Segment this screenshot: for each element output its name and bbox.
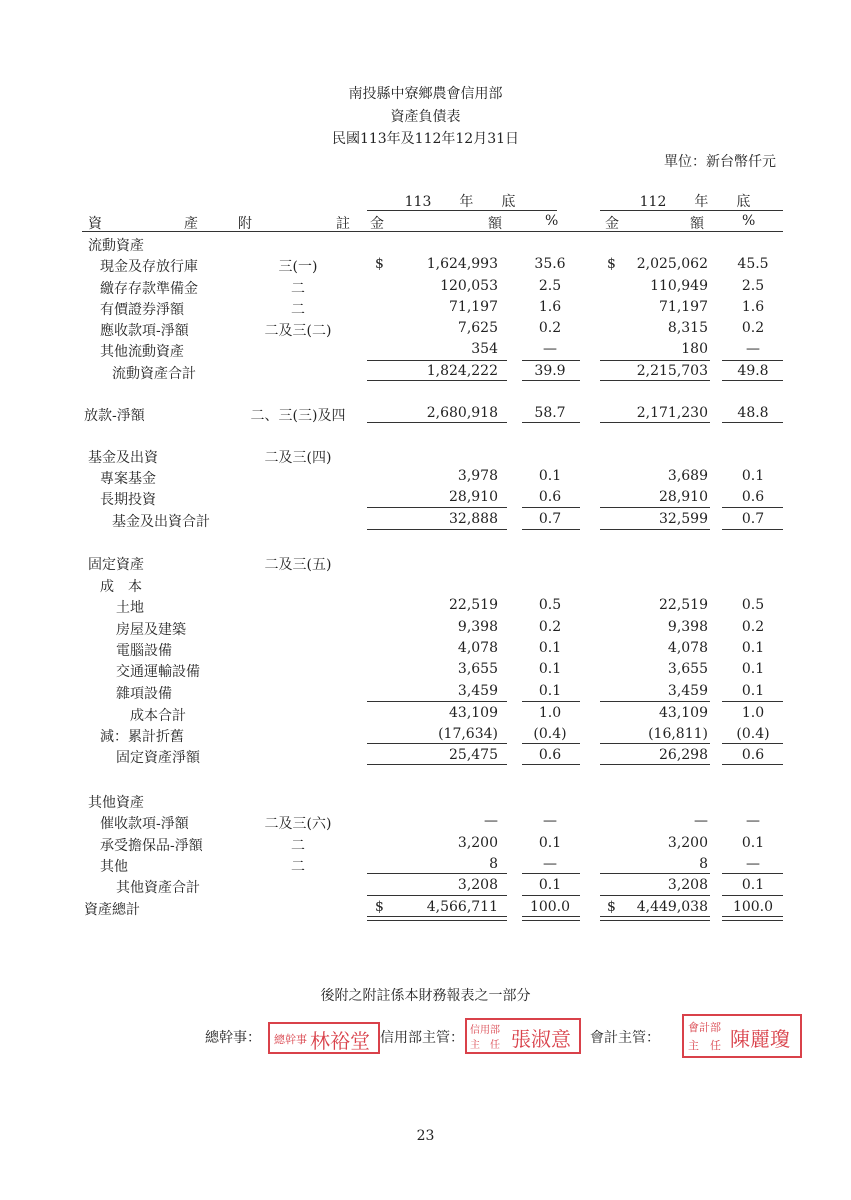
double-rule-line bbox=[722, 916, 783, 917]
percent-113: 0.1 bbox=[538, 661, 562, 677]
rule-line bbox=[367, 701, 507, 702]
currency-sign-112: $ bbox=[607, 256, 616, 272]
percent-112: 1.6 bbox=[741, 299, 765, 315]
rule-line bbox=[600, 701, 710, 702]
amount-112: 180 bbox=[681, 341, 708, 357]
rule-line bbox=[367, 764, 507, 765]
row-label: 土地 bbox=[116, 600, 144, 616]
percent-113: 100.0 bbox=[529, 899, 571, 915]
amount-113: 4,566,711 bbox=[426, 899, 498, 915]
year-112-header: 112 年 底 bbox=[639, 194, 751, 210]
note-column-header: 附 註 bbox=[238, 216, 350, 232]
amount-113: 1,824,222 bbox=[426, 363, 498, 379]
double-rule-line bbox=[367, 920, 507, 921]
amount-113: 43,109 bbox=[449, 705, 498, 721]
amount-112: 32,599 bbox=[659, 511, 708, 527]
row-label: 現金及存放行庫 bbox=[100, 259, 198, 275]
amount-113: 354 bbox=[471, 341, 498, 357]
row-note: 二 bbox=[291, 281, 305, 297]
rule-line bbox=[722, 873, 783, 874]
row-label: 長期投資 bbox=[100, 492, 156, 508]
percent-113: 0.1 bbox=[538, 835, 562, 851]
row-label: 其他資產 bbox=[88, 795, 144, 811]
rule-line bbox=[367, 507, 507, 508]
percent-113: 0.1 bbox=[538, 640, 562, 656]
rule-line bbox=[522, 422, 580, 423]
double-rule-line bbox=[722, 920, 783, 921]
percent-113: 0.2 bbox=[538, 320, 562, 336]
row-note: 二及三(二) bbox=[264, 323, 332, 339]
row-label: 基金及出資合計 bbox=[112, 514, 210, 530]
row-label: 放款-淨額 bbox=[84, 408, 145, 424]
row-note: 二及三(六) bbox=[264, 816, 332, 832]
rule-line bbox=[522, 743, 580, 744]
org-name: 南投縣中寮鄉農會信用部 bbox=[348, 86, 503, 102]
amount-113: 22,519 bbox=[449, 597, 498, 613]
amount-113-header-a: 金 bbox=[370, 216, 384, 232]
percent-112: 0.1 bbox=[741, 640, 765, 656]
row-note: 二及三(四) bbox=[264, 450, 332, 466]
row-label: 其他 bbox=[100, 859, 128, 875]
rule-line bbox=[522, 380, 580, 381]
amount-113: 8 bbox=[489, 856, 498, 872]
rule-line bbox=[722, 743, 783, 744]
row-label: 電腦設備 bbox=[116, 643, 172, 659]
amount-112: 3,655 bbox=[667, 661, 708, 677]
amount-112: 3,689 bbox=[667, 468, 708, 484]
amount-113-header-b: 額 bbox=[488, 216, 502, 232]
row-label: 有價證券淨額 bbox=[100, 302, 184, 318]
percent-112: 0.6 bbox=[741, 747, 765, 763]
rule-line bbox=[600, 507, 710, 508]
currency-sign-113: $ bbox=[375, 256, 384, 272]
percent-113: (0.4) bbox=[533, 726, 567, 742]
rule-line bbox=[367, 529, 507, 530]
percent-113: 0.1 bbox=[538, 877, 562, 893]
percent-113: 1.0 bbox=[538, 705, 562, 721]
pct-113-header: % bbox=[545, 213, 559, 229]
percent-113: 35.6 bbox=[534, 256, 566, 272]
rule-line bbox=[367, 873, 507, 874]
rule-line bbox=[600, 360, 710, 361]
amount-112: (16,811) bbox=[648, 726, 708, 742]
rule-line bbox=[600, 873, 710, 874]
rule-line bbox=[722, 380, 783, 381]
row-label: 繳存存款準備金 bbox=[100, 281, 198, 297]
amount-113: 25,475 bbox=[449, 747, 498, 763]
credit-manager-stamp: 信用部 主 任 張淑意 bbox=[465, 1018, 581, 1054]
general-manager-name: 林裕堂 bbox=[310, 1029, 370, 1053]
amount-113: 3,655 bbox=[457, 661, 498, 677]
amount-112: 43,109 bbox=[659, 705, 708, 721]
credit-manager-name: 張淑意 bbox=[511, 1027, 571, 1051]
general-manager-label: 總幹事： bbox=[205, 1030, 261, 1046]
amount-112: 2,025,062 bbox=[636, 256, 708, 272]
rule-line bbox=[367, 422, 507, 423]
amount-113: 3,200 bbox=[457, 835, 498, 851]
row-label: 承受擔保品-淨額 bbox=[100, 838, 203, 854]
amount-113: 4,078 bbox=[457, 640, 498, 656]
report-title: 資產負債表 bbox=[390, 109, 461, 125]
rule-line bbox=[600, 764, 710, 765]
percent-112: 0.7 bbox=[741, 511, 765, 527]
double-rule-line bbox=[522, 916, 580, 917]
general-manager-stamp: 總幹事 林裕堂 bbox=[268, 1022, 380, 1054]
amount-113: 7,625 bbox=[457, 320, 498, 336]
percent-113: — bbox=[543, 813, 557, 829]
amount-112: 4,078 bbox=[667, 640, 708, 656]
percent-112: 0.5 bbox=[741, 597, 765, 613]
page-number: 23 bbox=[416, 1128, 435, 1144]
row-label: 房屋及建築 bbox=[116, 622, 186, 638]
row-label: 資產總計 bbox=[84, 902, 140, 918]
year-113-header: 113 年 底 bbox=[404, 194, 516, 210]
row-label: 其他資產合計 bbox=[116, 880, 200, 896]
percent-112: 0.6 bbox=[741, 489, 765, 505]
accounting-manager-name: 陳麗瓊 bbox=[730, 1027, 790, 1051]
accounting-manager-label: 會計主管： bbox=[590, 1030, 660, 1046]
amount-113: (17,634) bbox=[438, 726, 498, 742]
percent-113: 0.7 bbox=[538, 511, 562, 527]
amount-112: 3,208 bbox=[667, 877, 708, 893]
double-rule-line bbox=[600, 920, 710, 921]
row-note: 三(一) bbox=[278, 259, 318, 275]
amount-112: 2,171,230 bbox=[636, 405, 708, 421]
rule-line bbox=[722, 422, 783, 423]
asset-column-header: 資 產 bbox=[88, 216, 200, 232]
percent-113: 0.2 bbox=[538, 619, 562, 635]
percent-113: 0.1 bbox=[538, 683, 562, 699]
percent-112: — bbox=[746, 813, 760, 829]
row-label: 流動資產 bbox=[88, 238, 144, 254]
amount-112: 26,298 bbox=[659, 747, 708, 763]
amount-113: 71,197 bbox=[449, 299, 498, 315]
percent-112: 49.8 bbox=[737, 363, 769, 379]
credit-manager-label: 信用部主管： bbox=[380, 1030, 464, 1046]
amount-112: 22,519 bbox=[659, 597, 708, 613]
percent-112: — bbox=[746, 856, 760, 872]
rule-line bbox=[722, 360, 783, 361]
row-note: 二及三(五) bbox=[264, 557, 332, 573]
rule-line bbox=[722, 764, 783, 765]
rule-line bbox=[522, 360, 580, 361]
amount-113: 3,978 bbox=[457, 468, 498, 484]
percent-112: 0.1 bbox=[741, 877, 765, 893]
amount-112: 3,200 bbox=[667, 835, 708, 851]
amount-113: 32,888 bbox=[449, 511, 498, 527]
amount-112: 3,459 bbox=[667, 683, 708, 699]
rule-line bbox=[367, 380, 507, 381]
amount-113: 3,459 bbox=[457, 683, 498, 699]
currency-sign-112: $ bbox=[607, 899, 616, 915]
row-note: 二 bbox=[291, 838, 305, 854]
report-period: 民國113年及112年12月31日 bbox=[331, 131, 520, 147]
row-label: 成本合計 bbox=[130, 708, 186, 724]
row-note: 二、三(三)及四 bbox=[250, 408, 346, 424]
amount-113: 1,624,993 bbox=[426, 256, 498, 272]
percent-113: 1.6 bbox=[538, 299, 562, 315]
amount-112: 8,315 bbox=[667, 320, 708, 336]
rule-line bbox=[600, 529, 710, 530]
rule-line bbox=[722, 701, 783, 702]
rule-line bbox=[522, 507, 580, 508]
percent-112: 48.8 bbox=[737, 405, 769, 421]
percent-113: — bbox=[543, 341, 557, 357]
percent-112: 100.0 bbox=[732, 899, 774, 915]
amount-112-header-a: 金 bbox=[605, 216, 619, 232]
amount-112: 28,910 bbox=[659, 489, 708, 505]
row-label: 雜項設備 bbox=[116, 686, 172, 702]
amount-113: — bbox=[484, 813, 498, 829]
percent-113: — bbox=[543, 856, 557, 872]
percent-113: 58.7 bbox=[534, 405, 566, 421]
pct-112-header: % bbox=[742, 213, 756, 229]
row-label: 成 本 bbox=[100, 579, 142, 595]
rule-line bbox=[600, 895, 710, 896]
rule-line bbox=[522, 701, 580, 702]
percent-112: 0.1 bbox=[741, 835, 765, 851]
rule-line bbox=[722, 895, 783, 896]
row-label: 減：累計折舊 bbox=[100, 729, 184, 745]
row-label: 應收款項-淨額 bbox=[100, 323, 189, 339]
amount-113: 3,208 bbox=[457, 877, 498, 893]
amount-112: — bbox=[694, 813, 708, 829]
rule-line bbox=[600, 422, 710, 423]
amount-112-header-b: 額 bbox=[690, 216, 704, 232]
row-label: 催收款項-淨額 bbox=[100, 816, 189, 832]
row-note: 二 bbox=[291, 302, 305, 318]
amount-112: 110,949 bbox=[650, 278, 708, 294]
rule-line bbox=[522, 529, 580, 530]
percent-112: 45.5 bbox=[737, 256, 769, 272]
row-note: 二 bbox=[291, 859, 305, 875]
row-label: 基金及出資 bbox=[88, 450, 158, 466]
percent-112: 1.0 bbox=[741, 705, 765, 721]
amount-112: 4,449,038 bbox=[636, 899, 708, 915]
double-rule-line bbox=[600, 916, 710, 917]
percent-113: 2.5 bbox=[538, 278, 562, 294]
row-label: 流動資產合計 bbox=[112, 366, 196, 382]
amount-113: 9,398 bbox=[457, 619, 498, 635]
percent-112: 0.2 bbox=[741, 619, 765, 635]
percent-112: 0.1 bbox=[741, 661, 765, 677]
percent-112: 0.1 bbox=[741, 468, 765, 484]
double-rule-line bbox=[367, 916, 507, 917]
row-label: 其他流動資產 bbox=[100, 344, 184, 360]
percent-112: 0.1 bbox=[741, 683, 765, 699]
currency-sign-113: $ bbox=[375, 899, 384, 915]
row-label: 專案基金 bbox=[100, 471, 156, 487]
amount-112: 2,215,703 bbox=[636, 363, 708, 379]
amount-112: 71,197 bbox=[659, 299, 708, 315]
rule-line bbox=[367, 360, 507, 361]
percent-113: 0.5 bbox=[538, 597, 562, 613]
rule-line bbox=[600, 743, 710, 744]
amount-113: 120,053 bbox=[440, 278, 498, 294]
rule-line bbox=[522, 873, 580, 874]
rule-line bbox=[367, 743, 507, 744]
rule-line bbox=[722, 507, 783, 508]
currency-unit: 單位：新台幣仟元 bbox=[664, 154, 776, 170]
row-label: 固定資產淨額 bbox=[116, 750, 200, 766]
amount-113: 2,680,918 bbox=[426, 405, 498, 421]
row-label: 交通運輸設備 bbox=[116, 664, 200, 680]
rule-line bbox=[722, 529, 783, 530]
percent-112: 2.5 bbox=[741, 278, 765, 294]
footer-statement: 後附之附註係本財務報表之一部分 bbox=[320, 988, 531, 1004]
percent-112: — bbox=[746, 341, 760, 357]
percent-112: (0.4) bbox=[736, 726, 770, 742]
amount-112: 8 bbox=[699, 856, 708, 872]
rule-line bbox=[600, 380, 710, 381]
percent-112: 0.2 bbox=[741, 320, 765, 336]
rule-line bbox=[367, 895, 507, 896]
amount-112: 9,398 bbox=[667, 619, 708, 635]
rule-line bbox=[522, 895, 580, 896]
percent-113: 39.9 bbox=[534, 363, 566, 379]
percent-113: 0.1 bbox=[538, 468, 562, 484]
row-label: 固定資產 bbox=[88, 557, 144, 573]
amount-113: 28,910 bbox=[449, 489, 498, 505]
rule-line bbox=[522, 764, 580, 765]
double-rule-line bbox=[522, 920, 580, 921]
accounting-manager-stamp: 會計部 主 任 陳麗瓊 bbox=[682, 1014, 802, 1058]
percent-113: 0.6 bbox=[538, 489, 562, 505]
percent-113: 0.6 bbox=[538, 747, 562, 763]
